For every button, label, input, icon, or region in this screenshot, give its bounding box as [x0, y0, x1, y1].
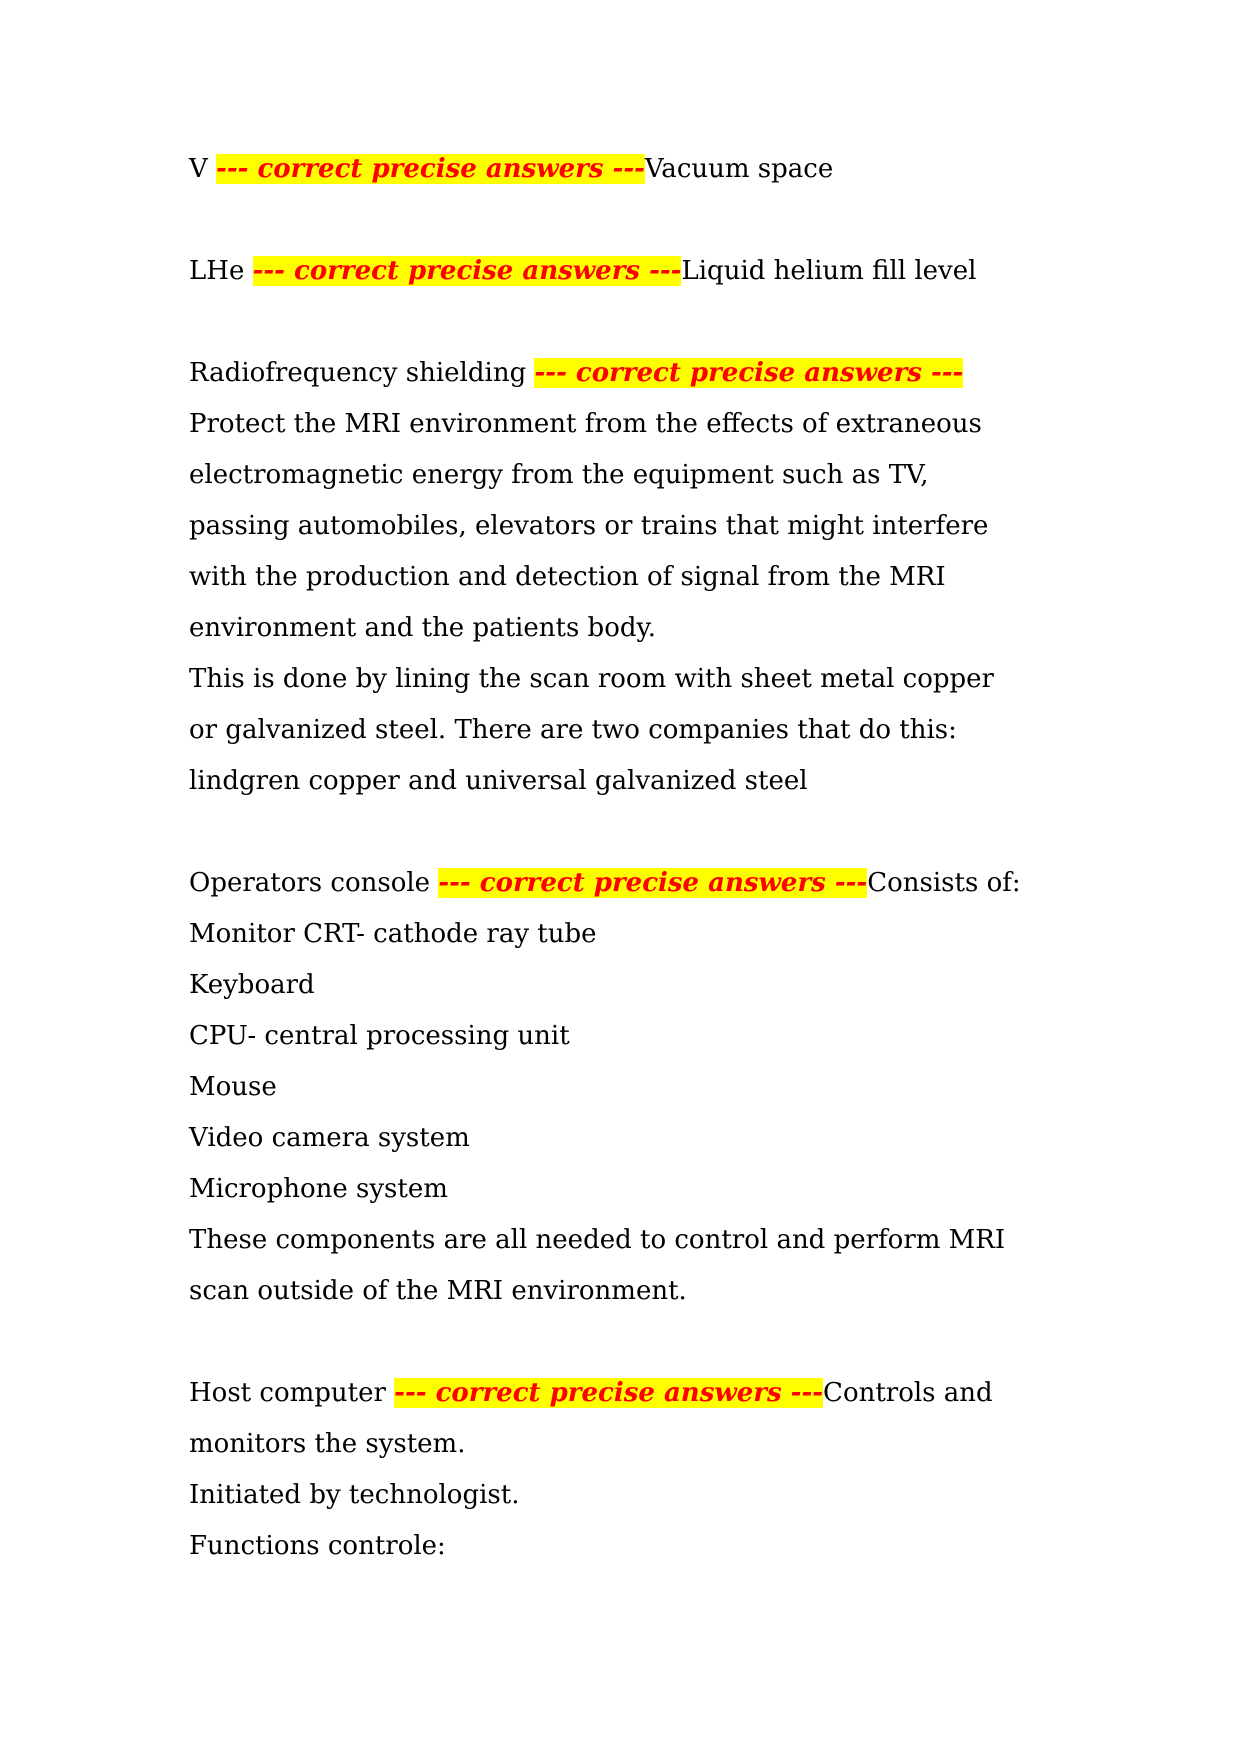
answer-line: lindgren copper and universal galvanized steel: [189, 766, 808, 796]
answer-line: Functions controle:: [189, 1531, 446, 1561]
entry-answer: Liquid helium fill level: [681, 256, 977, 286]
entry-radiofrequency-shielding: [189, 348, 1069, 807]
entry-term: Radiofrequency shielding: [189, 358, 527, 388]
entry-v: [189, 144, 1069, 195]
document-page: [189, 144, 1069, 1623]
answer-line: Microphone system: [189, 1174, 448, 1204]
answer-line: Keyboard: [189, 970, 315, 1000]
answer-line: scan outside of the MRI environment.: [189, 1276, 687, 1306]
answer-line: electromagnetic energy from the equipment such as TV,: [189, 460, 929, 490]
answer-line: Video camera system: [189, 1123, 470, 1153]
entry-term: Host computer: [189, 1378, 386, 1408]
answer-line: Initiated by technologist.: [189, 1480, 520, 1510]
entry-line: [189, 246, 1069, 297]
answer-line: with the production and detection of signal from the MRI: [189, 562, 946, 592]
entry-term: LHe: [189, 256, 245, 286]
answer-line: monitors the system.: [189, 1429, 466, 1459]
answer-line: Protect the MRI environment from the effects of extraneous: [189, 409, 982, 439]
answer-line: passing automobiles, elevators or trains that might interfere: [189, 511, 989, 541]
answer-marker: --- correct precise answers ---: [534, 358, 964, 388]
answer-marker: --- correct precise answers ---: [252, 256, 682, 286]
entry-host-computer: [189, 1368, 1069, 1572]
entry-line: [189, 1368, 1069, 1419]
answer-line: Mouse: [189, 1072, 277, 1102]
entry-line: [189, 348, 1069, 399]
entry-term: Operators console: [189, 868, 431, 898]
entry-answer: Controls and: [823, 1378, 993, 1408]
entry-operators-console: [189, 858, 1069, 1317]
answer-marker: --- correct precise answers ---: [394, 1378, 824, 1408]
answer-marker: --- correct precise answers ---: [216, 154, 645, 184]
entry-line: [189, 858, 1069, 909]
entry-term: V: [189, 154, 208, 184]
answer-line: Monitor CRT- cathode ray tube: [189, 919, 597, 949]
answer-line: This is done by lining the scan room with sheet metal copper: [189, 664, 994, 694]
answer-line: environment and the patients body.: [189, 613, 656, 643]
entry-answer: Vacuum space: [644, 154, 834, 184]
entry-line: [189, 144, 1069, 195]
answer-line: or galvanized steel. There are two companies that do this:: [189, 715, 957, 745]
answer-line: CPU- central processing unit: [189, 1021, 570, 1051]
answer-line: These components are all needed to control and perform MRI: [189, 1225, 1006, 1255]
answer-marker: --- correct precise answers ---: [438, 868, 868, 898]
entry-answer: Consists of:: [867, 868, 1021, 898]
entry-lhe: [189, 246, 1069, 297]
